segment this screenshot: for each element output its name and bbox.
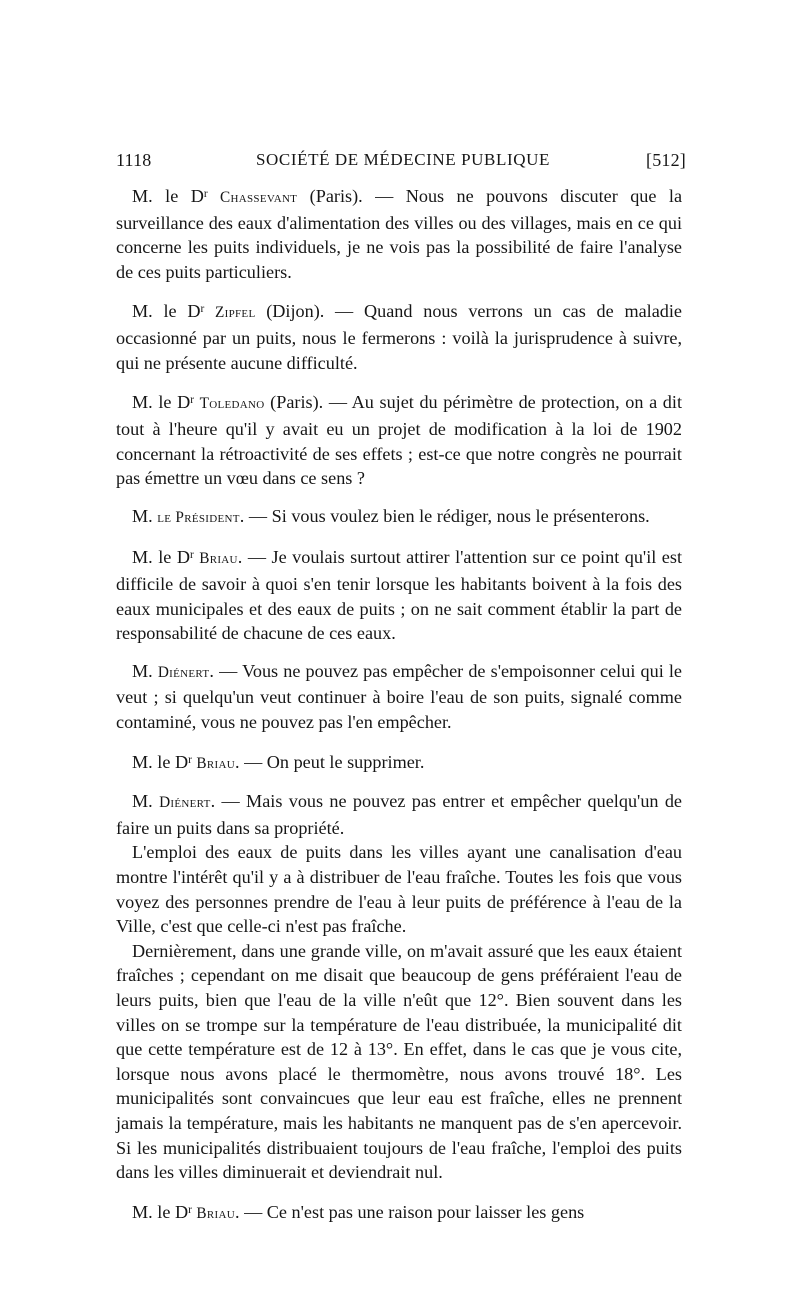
speaker-name: Diénert <box>159 794 211 812</box>
speaker-name: le Président <box>157 508 240 526</box>
paragraph-dienert-1 <box>116 659 682 735</box>
doctor-superscript: r <box>190 394 194 407</box>
paragraph-text: (Paris). — Au sujet du périmètre de protection, on a dit tout à l'heure qu'il y avait eu un projet de modification à la loi de 1902 concernant la rétroactivité de ses effets ; est-ce que notre congrès ne pourrait pas émettre un vœu dans ce sens ? <box>116 392 683 489</box>
speaker-name: Diénert <box>157 663 210 681</box>
paragraph-chassevant <box>116 182 682 284</box>
speaker-name: Chassevant <box>220 189 298 207</box>
paragraph-text: (Paris). — Nous ne pouvons discuter que la surveillance des eaux d'alimentation des villes ou des villages, mais en ce qui concerne les puits individuels, je ne vois pas la possibilité de faire l'analyse de ces puits particuliers. <box>116 186 683 282</box>
paragraph-text: . — Je voulais surtout attirer l'attention sur ce point qu'il est difficile de savoir à quoi s'en tenir lorsque les habitants boivent à la fois des eaux municipales et des eaux de puits ; on ne sait comment établir la part de responsabilité de chacune de ces eaux. <box>116 547 683 644</box>
paragraph-president <box>116 504 682 531</box>
running-title: SOCIÉTÉ DE MÉDECINE PUBLIQUE <box>256 150 550 169</box>
speaker-prefix: M. le D <box>132 301 201 322</box>
speaker-prefix: M. le D <box>132 186 204 207</box>
paragraph-toledano <box>116 388 682 490</box>
paragraph-dienert-continuation-1: L'emploi des eaux de puits dans les villes ayant une canalisation d'eau montre l'intérêt qu'il y a à distribuer de l'eau fraîche. Toutes les fois que vous voyez des personnes prendre de l'eau à leur puits de préférence à l'eau de la Ville, c'est que celle-ci n'est pas fraîche. <box>116 842 682 937</box>
doctor-superscript: r <box>189 549 194 562</box>
speaker-prefix: M. le D <box>132 751 189 772</box>
speaker-prefix: M. <box>132 791 160 812</box>
paragraph-briau-2 <box>116 748 682 777</box>
doctor-superscript: r <box>188 1203 192 1216</box>
doctor-superscript: r <box>188 753 192 766</box>
paragraph-briau-1 <box>116 543 682 645</box>
page-reference: [512] <box>646 150 686 170</box>
paragraph-text: . — Vous ne pouvez pas empêcher de s'empoisonner celui qui le veut ; si quelqu'un veut continuer à boire l'eau de son puits, signalé comme contaminé, vous ne pouvez pas l'en empêcher. <box>116 660 682 732</box>
speaker-prefix: M. le D <box>132 547 190 568</box>
paragraph-zipfel <box>116 297 682 375</box>
running-header <box>116 150 686 174</box>
speaker-prefix: M. <box>132 660 158 681</box>
paragraph-briau-3 <box>116 1198 682 1227</box>
page-number: 1118 <box>116 150 152 170</box>
doctor-superscript: r <box>203 188 208 200</box>
speaker-name: Toledano <box>199 395 265 413</box>
paragraph-text: . — Mais vous ne pouvez pas entrer et empêcher quelqu'un de faire un puits dans sa propriété. <box>116 791 683 838</box>
speaker-name: Briau <box>196 754 235 772</box>
paragraph-text: . — Si vous voulez bien le rédiger, nous le présenterons. <box>239 505 650 526</box>
paragraph-text: . — Ce n'est pas une raison pour laisser les gens <box>234 1201 585 1222</box>
paragraph-dienert-2 <box>116 789 682 840</box>
doctor-superscript: r <box>200 303 205 316</box>
speaker-name: Briau <box>199 550 238 568</box>
speaker-name: Zipfel <box>215 304 256 322</box>
page-body <box>116 182 682 1226</box>
paragraph-text: (Dijon). — Quand nous verrons un cas de maladie occasionné par un puits, nous le fermerons : voilà la jurisprudence à suivre, qui ne présente aucune difficulté. <box>116 301 683 373</box>
speaker-prefix: M. le D <box>132 1201 189 1222</box>
paragraph-dienert-continuation-2: Dernièrement, dans une grande ville, on m'avait assuré que les eaux étaient fraîches ; cependant on me disait que beaucoup de gens préféraient l'eau de leurs puits, bien que l'eau de la ville n'eût que 12°. Bien souvent dans les villes on se trompe sur la température de l'eau distribuée, la municipalité dit que cette température est de 12 à 13°. En effet, dans le cas que je vous cite, lorsque nous avons placé le thermomètre, nous avons trouvé 18°. Les municipalités sont convaincues que leur eau est fraîche, elles ne prennent jamais la température, mais les habitants ne manquent pas de s'en apercevoir. Si les municipalités distribuaient toujours de l'eau fraîche, l'emploi des puits dans les villes diminuerait et deviendrait nul. <box>116 940 682 1183</box>
speaker-prefix: M. <box>132 505 158 526</box>
speaker-name: Briau <box>196 1204 235 1222</box>
speaker-prefix: M. le D <box>132 392 191 413</box>
book-page <box>116 150 686 1239</box>
paragraph-text: . — On peut le supprimer. <box>234 751 425 772</box>
